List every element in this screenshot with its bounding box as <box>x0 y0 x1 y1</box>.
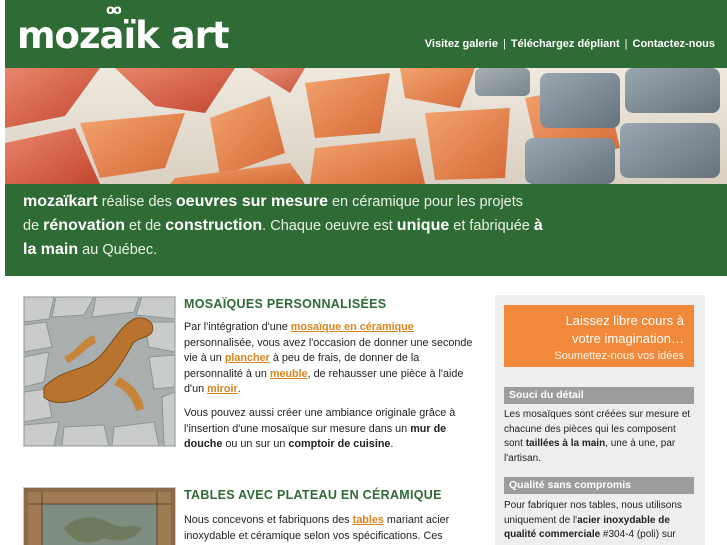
logo-dots-icon: oo <box>106 3 120 18</box>
intro-text: et de <box>124 218 166 234</box>
bold-acier-inoxydable: acier inoxydable de qualité commerciale <box>504 514 670 540</box>
text: Pour fabriquer nos tables, nous utilisons uniquement de l' <box>504 500 682 526</box>
intro-emphasis: construction <box>165 217 263 234</box>
site-header <box>5 0 727 68</box>
nav-link-contact[interactable]: Contactez-nous <box>632 38 715 50</box>
intro-brand: mozaïkart <box>23 193 98 210</box>
text: Les mosaïques sont créées sur mesure et chacune des pièces qui les composent sont <box>504 409 691 449</box>
link-miroir[interactable]: miroir <box>207 383 238 395</box>
intro-emphasis: unique <box>396 217 450 234</box>
sidebar-heading-souci-detail: Souci du détail <box>504 387 694 404</box>
text: mariant acier inoxydable et céramique selon vos spécifications. Ces <box>184 514 450 542</box>
section-mosaiques-paragraph-1 <box>184 320 474 398</box>
link-tables[interactable]: tables <box>352 514 384 526</box>
bold-mur-douche: mur de douche <box>184 422 447 450</box>
text: Par l'intégration d'une <box>184 321 291 333</box>
text: Nous concevons et fabriquons des <box>184 514 353 526</box>
text: ou un sur un <box>222 438 289 450</box>
section-title-mosaiques: MOSAÏQUES PERSONNALISÉES <box>184 297 387 311</box>
nav-link-depliant[interactable]: Téléchargez dépliant <box>510 38 620 50</box>
promo-line-2: votre imagination… <box>572 331 684 346</box>
text: , de rehausser une pièce à l'aide d'un <box>184 367 464 395</box>
section-title-tables: TABLES AVEC PLATEAU EN CÉRAMIQUE <box>184 488 442 502</box>
site-logo[interactable] <box>17 14 229 58</box>
bold-taillees-main: taillées à la main <box>525 438 606 449</box>
link-plancher[interactable]: plancher <box>224 352 270 364</box>
mosaic-thumbnail-image[interactable] <box>23 296 176 447</box>
text: #304-4 (poli) sur <box>600 529 676 540</box>
bold-comptoir-cuisine: comptoir de cuisine <box>288 438 391 450</box>
sidebar-text-souci-detail <box>504 408 696 466</box>
text: . <box>237 383 241 395</box>
link-mosaique-ceramique[interactable]: mosaïque en céramique <box>290 321 414 333</box>
text: Vous pouvez aussi créer une ambiance originale grâce à l'insertion d'une mosaïque sur mesure dans un <box>184 407 456 435</box>
table-thumbnail-image[interactable] <box>23 487 176 545</box>
intro-paragraph <box>23 190 543 262</box>
promo-submit-ideas-button[interactable] <box>504 305 694 367</box>
section-mosaiques-paragraph-2 <box>184 406 474 453</box>
intro-text: au Québec. <box>78 242 158 258</box>
promo-line-3: Soumettez-nous vos idées <box>554 350 684 362</box>
sidebar-heading-qualite: Qualité sans compromis <box>504 477 694 494</box>
top-navigation <box>425 38 715 50</box>
sidebar-text-qualite <box>504 499 696 543</box>
hero-banner-image <box>5 68 727 184</box>
promo-line-1: Laissez libre cours à <box>565 313 684 328</box>
intro-text: réalise des <box>97 194 176 210</box>
logo-text: mozaïk art <box>17 14 229 57</box>
text: , une à une, par l'artisan. <box>504 438 676 464</box>
intro-emphasis: oeuvres sur mesure <box>175 193 328 210</box>
section-tables-paragraph-1 <box>184 513 474 544</box>
intro-text: en céramique pour les projets de <box>23 194 524 234</box>
link-meuble[interactable]: meuble <box>269 367 308 380</box>
nav-separator: | <box>624 38 628 50</box>
sidebar <box>495 295 705 545</box>
intro-text: et fabriquée <box>449 218 534 234</box>
text: à peu de frais, de donner de la personnalité à un <box>184 352 420 380</box>
nav-separator: | <box>502 38 506 50</box>
intro-emphasis: à la main <box>23 217 543 258</box>
text: . <box>390 438 394 450</box>
text: personnalisée, vous avez l'occasion de donner une seconde vie à un <box>184 336 473 364</box>
intro-band <box>5 184 727 276</box>
intro-emphasis: rénovation <box>43 217 125 234</box>
mosaic-tiles-illustration <box>5 68 727 184</box>
nav-link-galerie[interactable]: Visitez galerie <box>424 38 498 50</box>
intro-text: . Chaque oeuvre est <box>262 218 397 234</box>
